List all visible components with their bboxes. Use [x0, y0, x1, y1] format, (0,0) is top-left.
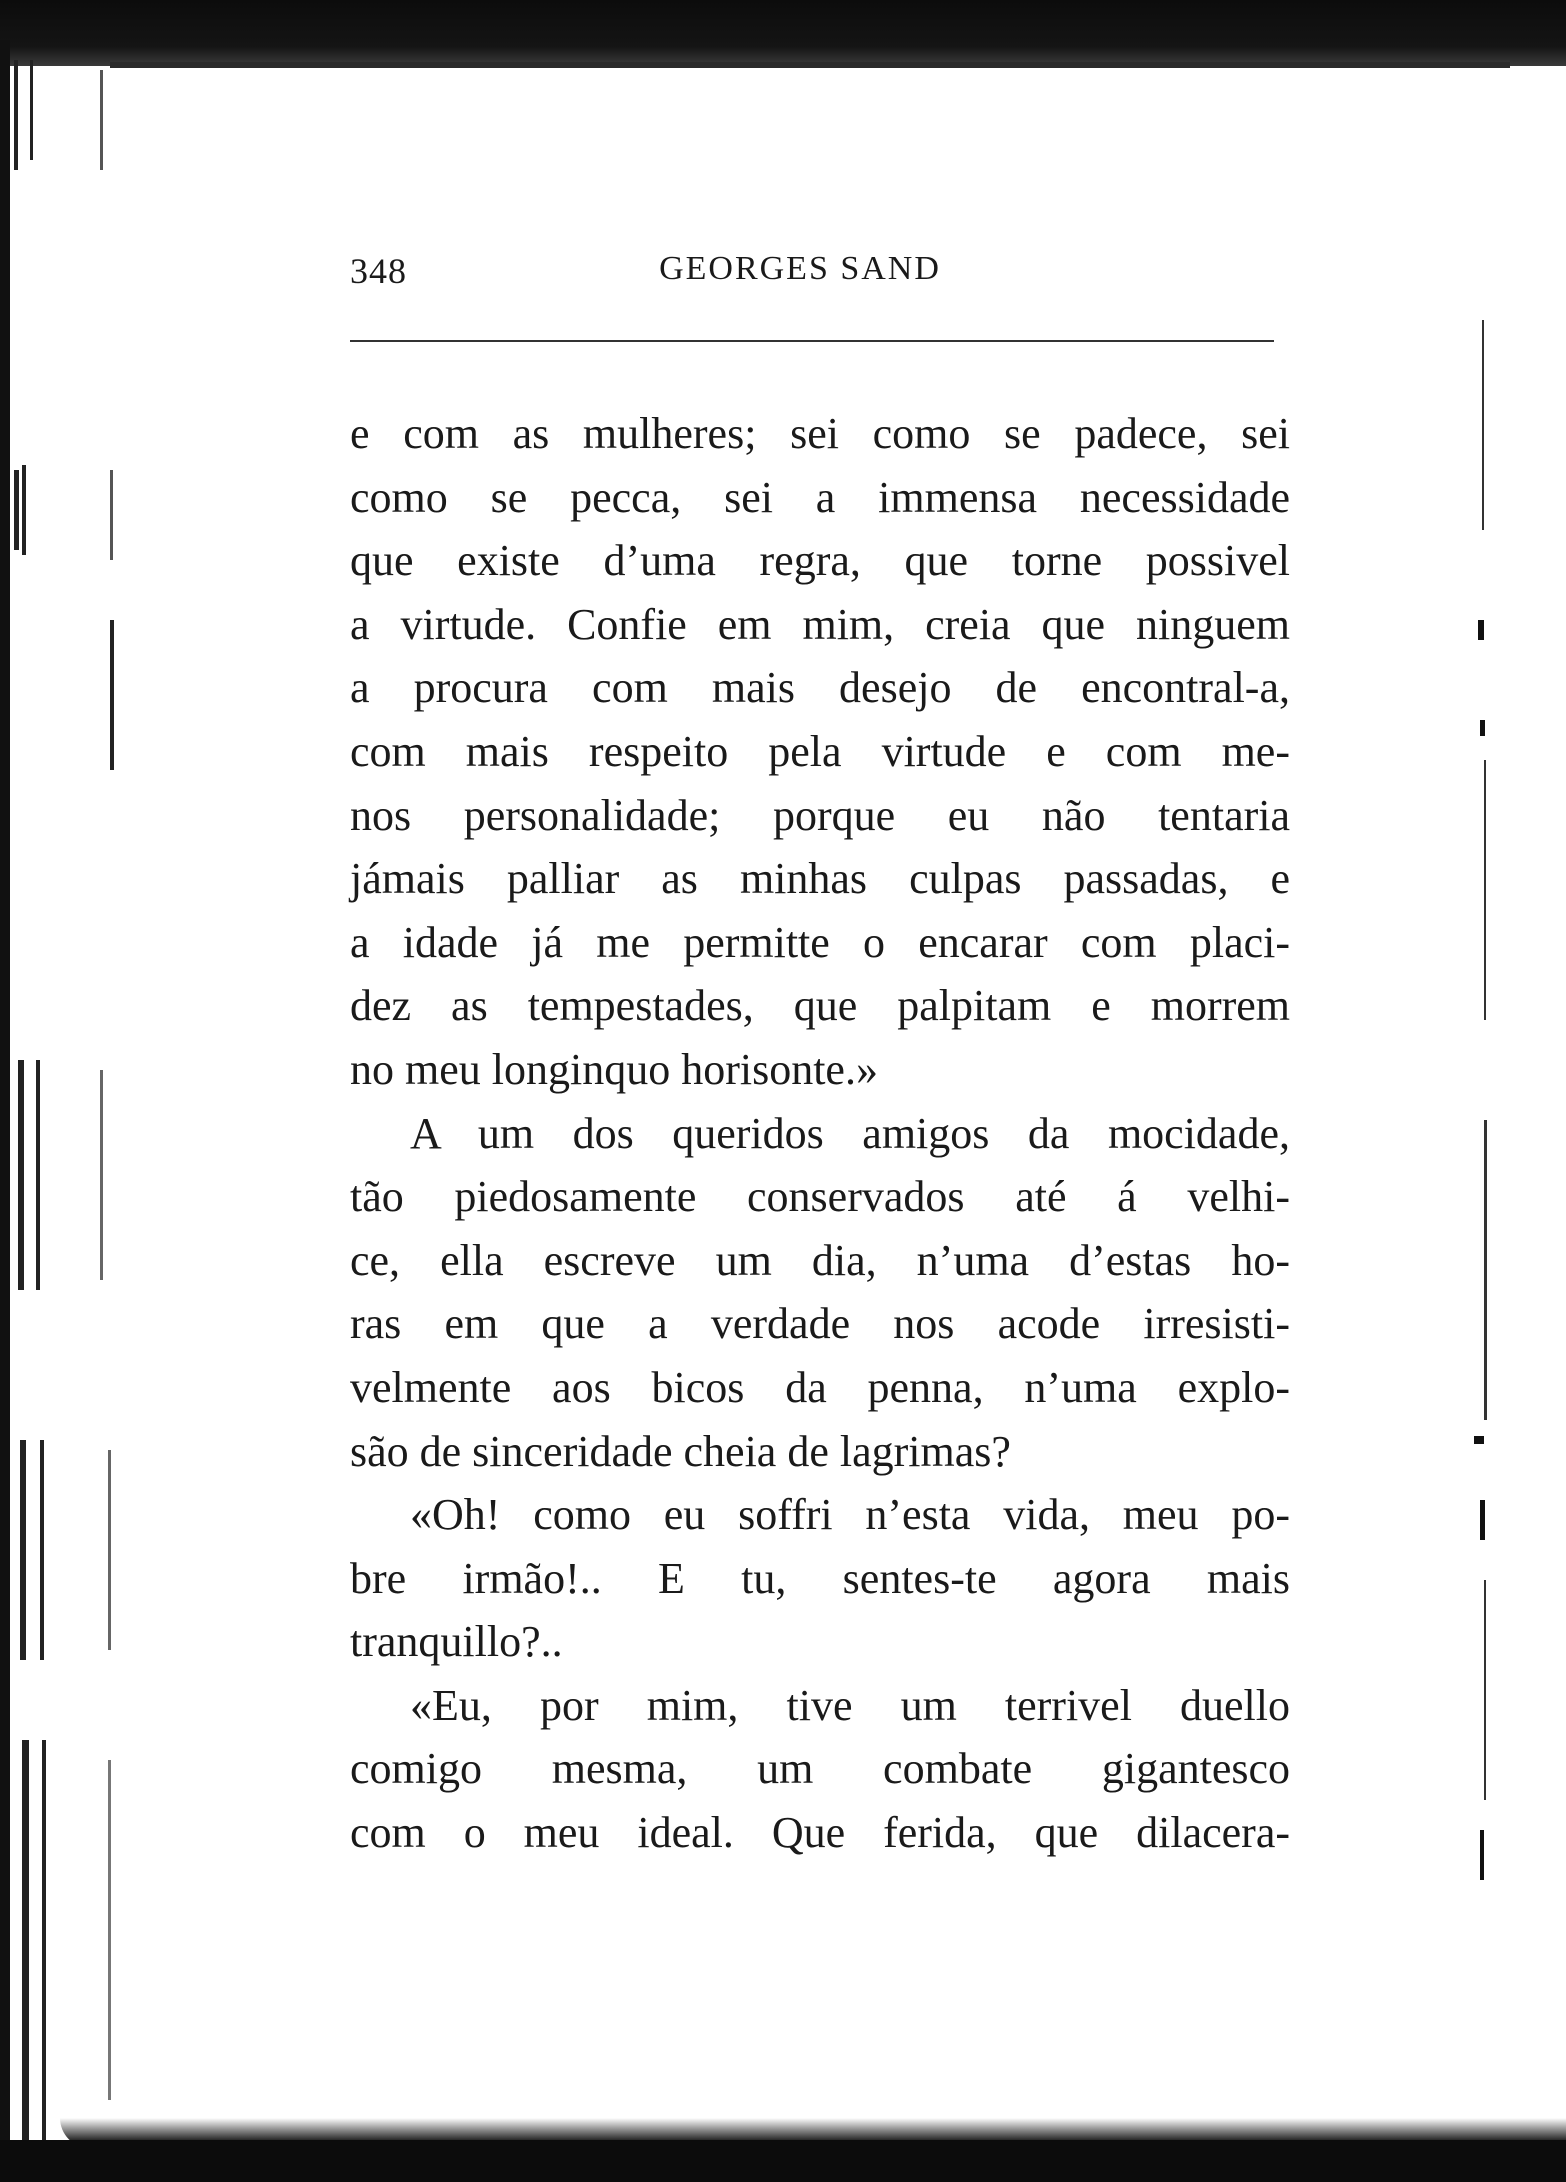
header-rule [350, 340, 1274, 342]
text-line: ce, ella escreve um dia, n’uma d’estas ho- [350, 1235, 1290, 1285]
text-line: dez as tempestades, que palpitam e morrem [350, 981, 1290, 1031]
body-text [350, 402, 1290, 1865]
text-line: jámais palliar as minhas culpas passadas, e [350, 854, 1290, 904]
text-line: velmente aos bicos da penna, n’uma explo- [350, 1362, 1290, 1412]
text-line: A um dos queridos amigos da mocidade, [410, 1108, 1290, 1158]
scan-top-shadow [110, 62, 1510, 68]
text-line: bre irmão!.. E tu, sentes-te agora mais [350, 1553, 1290, 1603]
text-line: com o meu ideal. Que ferida, que dilacera- [350, 1808, 1290, 1858]
text-line: com mais respeito pela virtude e com me- [350, 726, 1290, 776]
text-line: a idade já me permitte o encarar com placi- [350, 917, 1290, 967]
page-number: 348 [350, 251, 407, 291]
text-line: nos personalidade; porque eu não tentaria [350, 790, 1290, 840]
text-line: que existe d’uma regra, que torne possivel [350, 536, 1290, 586]
running-title: GEORGES SAND [659, 250, 941, 287]
text-line: a procura com mais desejo de encontral-a, [350, 663, 1290, 713]
text-line: a virtude. Confie em mim, creia que ninguem [350, 599, 1290, 649]
page-header [350, 250, 1270, 300]
scan-bottom-border [0, 2140, 1566, 2182]
text-line: são de sinceridade cheia de lagrimas? [350, 1426, 1011, 1476]
text-line: comigo mesma, um combate gigantesco [350, 1744, 1290, 1794]
text-line: no meu longinquo horisonte.» [350, 1044, 878, 1094]
text-line: tão piedosamente conservados até á velhi- [350, 1172, 1290, 1222]
text-line: tranquillo?.. [350, 1617, 563, 1667]
binding-marks [0, 0, 140, 2182]
text-line: «Eu, por mim, tive um terrivel duello [410, 1680, 1290, 1730]
text-line: ras em que a verdade nos acode irresisti- [350, 1299, 1290, 1349]
text-line: e com as mulheres; sei como se padece, sei [350, 409, 1290, 458]
text-line: «Oh! como eu soffri n’esta vida, meu po- [410, 1490, 1290, 1540]
scan-top-border [0, 0, 1566, 66]
text-line: como se pecca, sei a immensa necessidade [350, 472, 1290, 522]
